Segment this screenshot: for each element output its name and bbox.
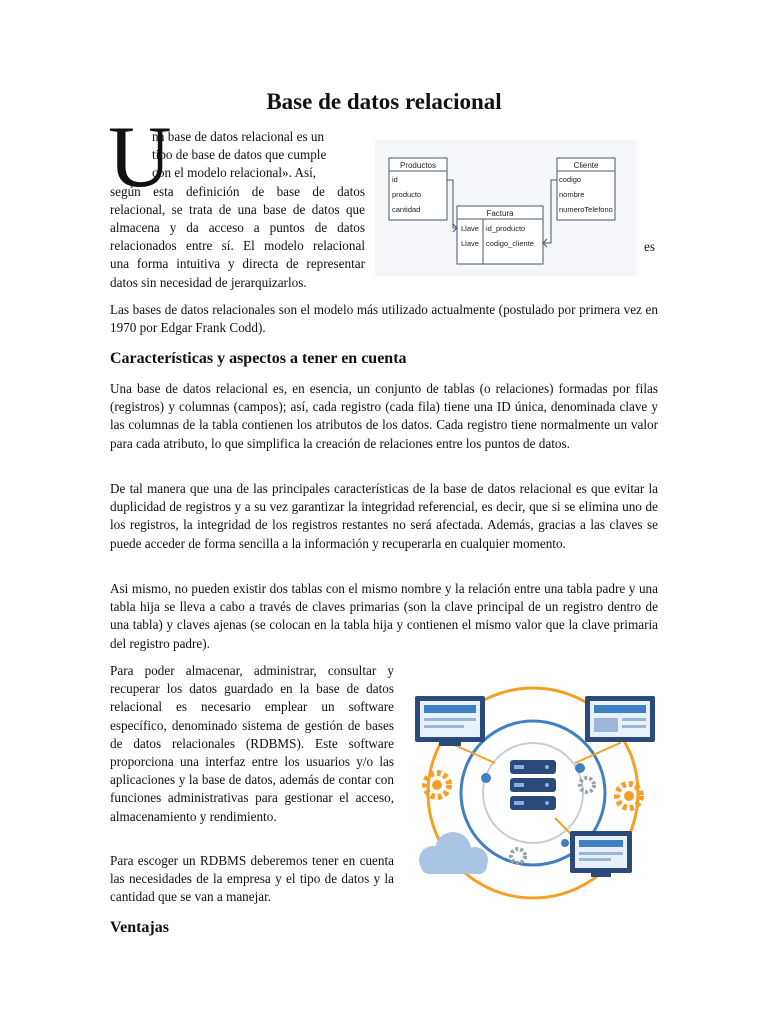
er-diagram [375,140,637,276]
database-icon [510,760,556,810]
cliente-table [557,158,615,220]
paragraph: Asi mismo, no pueden existir dos tablas con el mismo nombre y la relación entre una tabla padre y una tabla hija se lleva a cabo a través de claves primarias (son la clave principal de un registro dentro de una tabla) y claves ajenas (se colocan en la tabla hija y contienen el mismo valor que la clave primaria del registro padre). [110,581,658,651]
productos-title: Productos [399,161,437,170]
monitor-icon [415,696,485,746]
productos-table [389,158,447,220]
intro-line: una forma intuitiva y directa de representar [110,256,365,272]
intro-block [110,128,365,292]
factura-table [457,206,543,264]
section-heading: Ventajas [110,919,169,936]
cliente-field: nombre [559,190,585,199]
intro-line: na base de datos relacional es un [152,129,325,144]
intro-line: datos sin necesidad de jerarquizarlos. [110,274,307,290]
paragraph: De tal manera que una de las principales características de la base de datos relacional es que evitar la duplicidad de registros y a su vez garantizar la integridad referencial, es decir, que si se elimina uno de los registros, la integridad de los registros restantes no será afectada. Además, gracias a las claves se puede acceder de forma sencilla a la información y recuperarla en cualquier momento. [110,481,658,551]
factura-title: Factura [486,209,514,218]
intro-trailing-word: es [644,239,655,254]
monitor-icon [570,831,632,877]
intro-line: tipo de base de datos que cumple [152,147,327,163]
paragraph: Para escoger un RDBMS deberemos tener en cuenta las necesidades de la empresa y el tipo de datos y la cantidad que se van a manejar. [110,853,394,905]
intro-line: según esta definición de base de datos [110,183,365,199]
productos-field: producto [392,190,422,199]
intro-line: con el modelo relacional». Así, [152,165,317,181]
factura-key: Llave [461,224,479,233]
intro-line: relacionados entre sí. El modelo relacional [110,238,365,254]
drop-cap: U [108,109,172,206]
cliente-field: numeroTelefono [559,205,613,214]
cliente-title: Cliente [573,161,599,170]
intro-line: relacional, se trata de una base de datos que [110,201,365,217]
productos-field: id [392,175,398,184]
productos-field: cantidad [392,205,421,214]
factura-key: Llave [461,239,479,248]
page-title: Base de datos relacional [266,89,502,114]
factura-field: codigo_cliente [486,239,534,248]
factura-field: id_producto [486,224,526,233]
section-heading: Características y aspectos a tener en cuenta [110,350,407,367]
rdbms-illustration [405,668,660,918]
paragraph: Para poder almacenar, administrar, consultar y recuperar los datos guardado en la base de datos relacional es necesario emplear un software específico, denominado sistema de gestión de bases de datos relacionales (RDBMS). Este software proporciona una interfaz entre los usuarios y/o las aplicaciones y la base de datos, además de contar con funciones administrativas para gestionar el acceso, almacenamiento y rendimiento. [110,663,394,824]
cliente-field: codigo [559,175,582,184]
document-icon [585,696,655,742]
paragraph: Una base de datos relacional es, en esencia, un conjunto de tablas (o relaciones) formadas por filas (registros) y columnas (campos); así, cada registro (cada fila) tiene una ID única, denominada clave y las columnas de la tabla contienen los atributos de los datos. Cada registro tiene normalmente un valor para cada atributo, lo que simplifica la creación de relaciones entre los puntos de datos. [110,381,658,451]
paragraph: Las bases de datos relacionales son el modelo más utilizado actualmente (postulado por primera vez en 1970 por Edgar Frank Codd). [110,302,658,336]
intro-line: almacena y da acceso a puntos de datos [110,220,365,236]
